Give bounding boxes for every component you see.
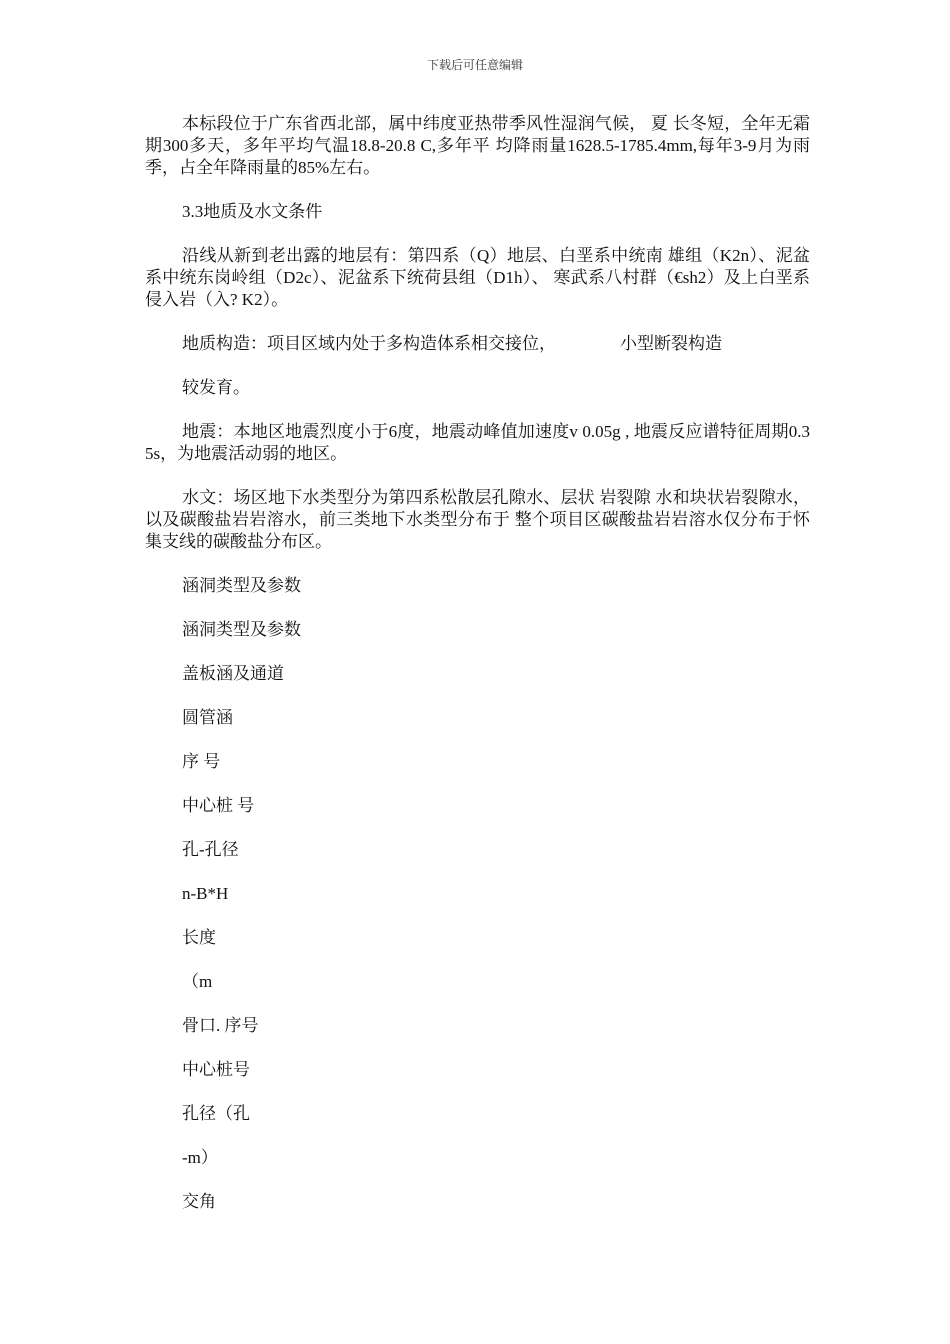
- list-item: 骨口. 序号: [182, 1016, 259, 1035]
- section-title: 3.3地质及水文条件: [182, 202, 323, 221]
- list-item: 中心桩号: [182, 1060, 250, 1079]
- list-item: 涵洞类型及参数: [182, 620, 301, 639]
- paragraph-hydro: 水文：场区地下水类型分为第四系松散层孔隙水、层状 岩裂隙 水和块状岩裂隙水，以及碳酸盐岩岩溶水，前三类地下水类型分布于 整个项目区碳酸盐岩岩溶水仅分布于怀集支线的碳酸盐分布区。: [145, 488, 810, 551]
- list-item: 孔径（孔: [182, 1104, 250, 1123]
- paragraph-seismic: 地震：本地区地震烈度小于6度，地震动峰值加速度v 0.05g , 地震反应谱特征周期0.35s，为地震活动弱的地区。: [145, 422, 810, 463]
- structure-text-b: 小型断裂构造: [620, 334, 722, 353]
- list-item: 交角: [182, 1192, 216, 1211]
- list-item: 中心桩 号: [182, 796, 255, 815]
- page-header: 下载后可任意编辑: [426, 58, 523, 72]
- paragraph-structure: [145, 333, 810, 355]
- list-item: 圆管涵: [182, 708, 233, 727]
- list-item: 涵洞类型及参数: [182, 576, 301, 595]
- paragraph-strata: 沿线从新到老出露的地层有：第四系（Q）地层、白垩系中统南 雄组（K2n）、泥盆系中统东岗岭组（D2c）、泥盆系下统荷县组（D1h）、 寒武系八村群（€sh2）及上白垩系侵入岩（入? K2）。: [145, 246, 810, 309]
- paragraph-climate: 本标段位于广东省西北部，属中纬度亚热带季风性湿润气候， 夏 长冬短，全年无霜期300多天，多年平均气温18.8-20.8 C,多年平 均降雨量1628.5-1785.4mm,每年3-9月为雨季，占全年降雨量的85%左右。: [145, 114, 810, 177]
- list-item: （m: [182, 972, 213, 991]
- document-body: [145, 113, 810, 1235]
- paragraph-structure-continued: 较发育。: [182, 378, 250, 397]
- list-item: 序 号: [182, 752, 221, 771]
- list-item: n-B*H: [182, 884, 229, 903]
- structure-text-a: 地质构造：项目区域内处于多构造体系相交接位，: [182, 334, 556, 353]
- list-item: 长度: [182, 928, 216, 947]
- list-item: 孔-孔径: [182, 840, 239, 859]
- list-item: 盖板涵及通道: [182, 664, 284, 683]
- list-item: -m）: [182, 1148, 218, 1167]
